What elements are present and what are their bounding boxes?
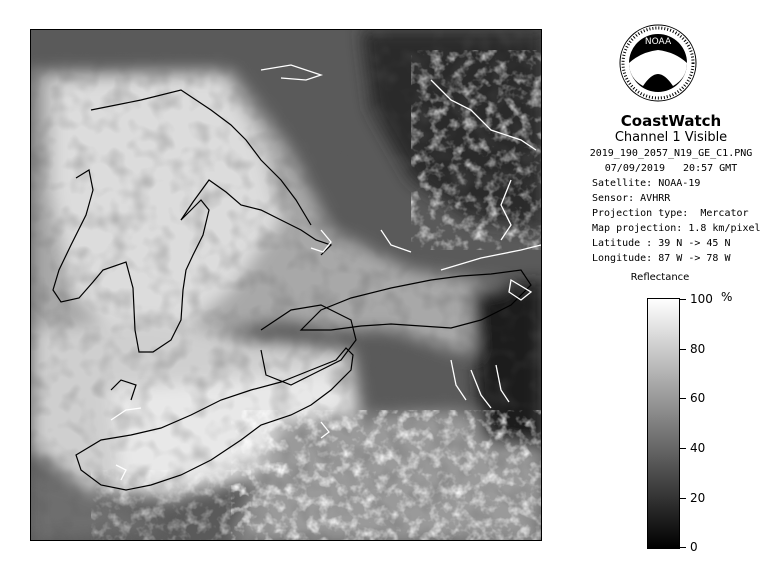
tick-label-20: 20 — [690, 491, 706, 505]
colorbar-unit: % — [721, 290, 733, 304]
tick-label-100: 100 — [690, 292, 713, 306]
tick-mark-60 — [680, 398, 686, 399]
tick-label-60: 60 — [690, 391, 706, 405]
noaa-logo-text: NOAA — [644, 37, 672, 47]
colorbar-title: Reflectance — [630, 272, 690, 283]
tick-mark-100 — [680, 299, 686, 300]
tick-label-40: 40 — [690, 441, 706, 455]
satellite-imagery — [31, 30, 542, 541]
channel-label: Channel 1 Visible — [614, 130, 728, 145]
tick-mark-80 — [680, 349, 686, 350]
tick-label-0: 0 — [690, 540, 698, 554]
sensor: Sensor: AVHRR — [592, 193, 671, 204]
satellite-map[interactable] — [30, 29, 542, 541]
info-panel — [560, 112, 782, 266]
tick-label-80: 80 — [690, 342, 706, 356]
brand-title: CoastWatch — [620, 112, 722, 130]
longitude-range: Longitude: 87 W -> 78 W — [592, 253, 731, 264]
datetime: 07/09/2019 20:57 GMT — [604, 163, 738, 174]
latitude-range: Latitude : 39 N -> 45 N — [592, 238, 731, 249]
tick-mark-20 — [680, 498, 686, 499]
tick-mark-0 — [680, 547, 686, 548]
tick-mark-40 — [680, 448, 686, 449]
map-projection: Map projection: 1.8 km/pixel — [592, 223, 761, 234]
projection-type: Projection type: Mercator — [592, 208, 749, 219]
noaa-logo — [619, 20, 697, 110]
filename: 2019_190_2057_N19_GE_C1.PNG — [589, 148, 753, 159]
satellite: Satellite: NOAA-19 — [592, 178, 701, 189]
reflectance-colorbar — [647, 298, 680, 549]
